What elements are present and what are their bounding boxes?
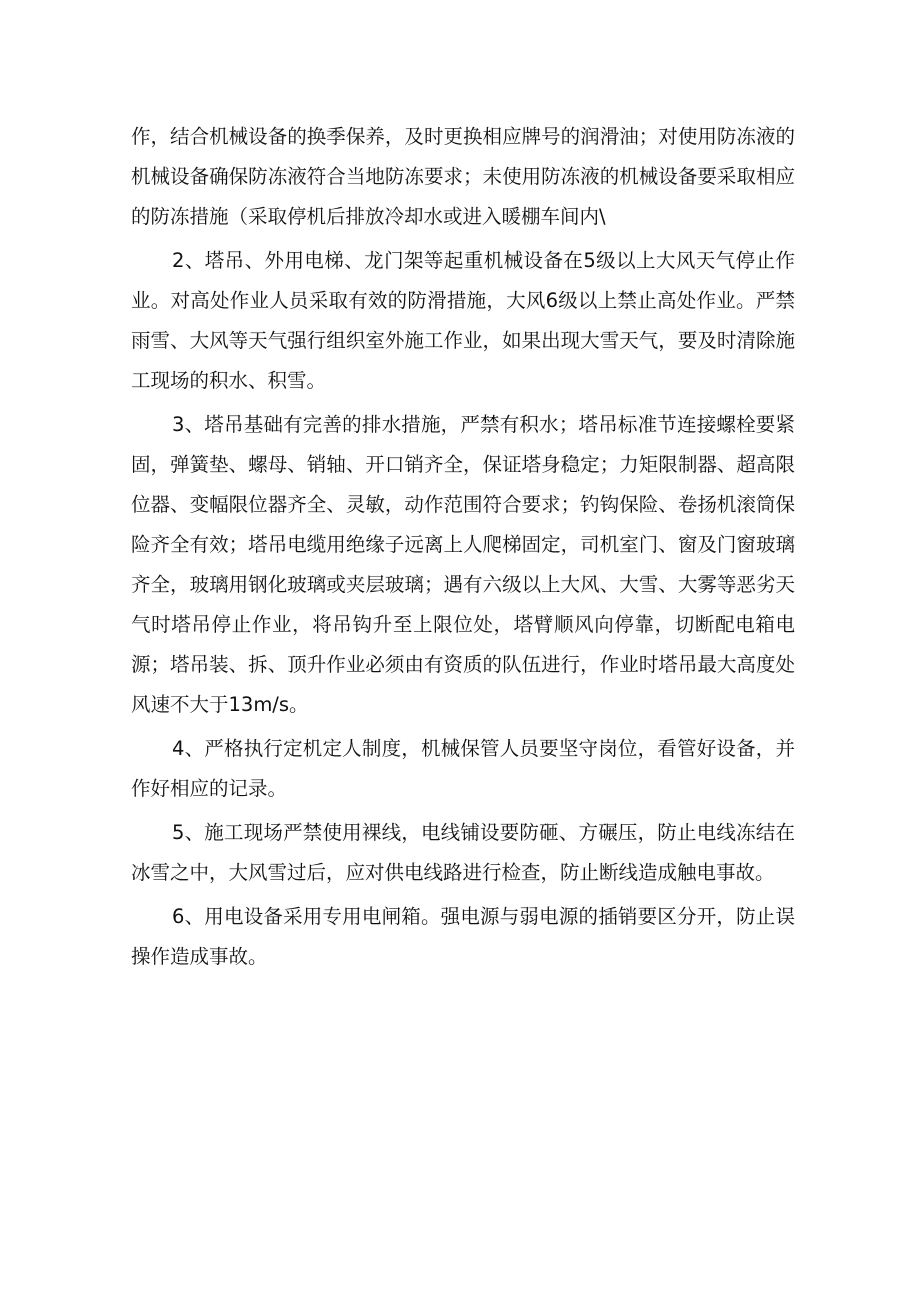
document-body bbox=[131, 117, 795, 981]
paragraph-item-5: 5、施工现场严禁使用裸线，电线铺设要防砸、方碾压，防止电线冻结在冰雪之中，大风雪过后，应对供电线路进行检查，防止断线造成触电事故。 bbox=[131, 821, 795, 884]
paragraph-continuation: 作，结合机械设备的换季保养，及时更换相应牌号的润滑油；对使用防冻液的机械设备确保防冻液符合当地防冻要求；未使用防冻液的机械设备要采取相应的防冻措施（采取停机后排放冷却水或进入暖棚车间内\ bbox=[131, 125, 795, 228]
paragraph-item-3: 3、塔吊基础有完善的排水措施，严禁有积水；塔吊标准节连接螺栓要紧固，弹簧垫、螺母、销轴、开口销齐全，保证塔身稳定；力矩限制器、超高限位器、变幅限位器齐全、灵敏，动作范围符合要求；钓钩保险、卷扬机滚筒保险齐全有效；塔吊电缆用绝缘子远离上人爬梯固定，司机室门、窗及门窗玻璃齐全，玻璃用钢化玻璃或夹层玻璃；遇有六级以上大风、大雪、大雾等恶劣天气时塔吊停止作业，将吊钩升至上限位处，塔臂顺风向停靠，切断配电箱电源；塔吊装、拆、顶升作业必须由有资质的队伍进行，作业时塔吊最大高度处风速不大于13m/s。 bbox=[131, 413, 795, 716]
paragraph-item-4: 4、严格执行定机定人制度，机械保管人员要坚守岗位，看管好设备，并作好相应的记录。 bbox=[131, 737, 795, 800]
paragraph-item-6: 6、用电设备采用专用电闸箱。强电源与弱电源的插销要区分开，防止误操作造成事故。 bbox=[131, 905, 795, 968]
paragraph-item-2: 2、塔吊、外用电梯、龙门架等起重机械设备在5级以上大风天气停止作业。对高处作业人员采取有效的防滑措施，大风6级以上禁止高处作业。严禁雨雪、大风等天气强行组织室外施工作业，如果出现大雪天气，要及时清除施工现场的积水、积雪。 bbox=[131, 249, 795, 392]
